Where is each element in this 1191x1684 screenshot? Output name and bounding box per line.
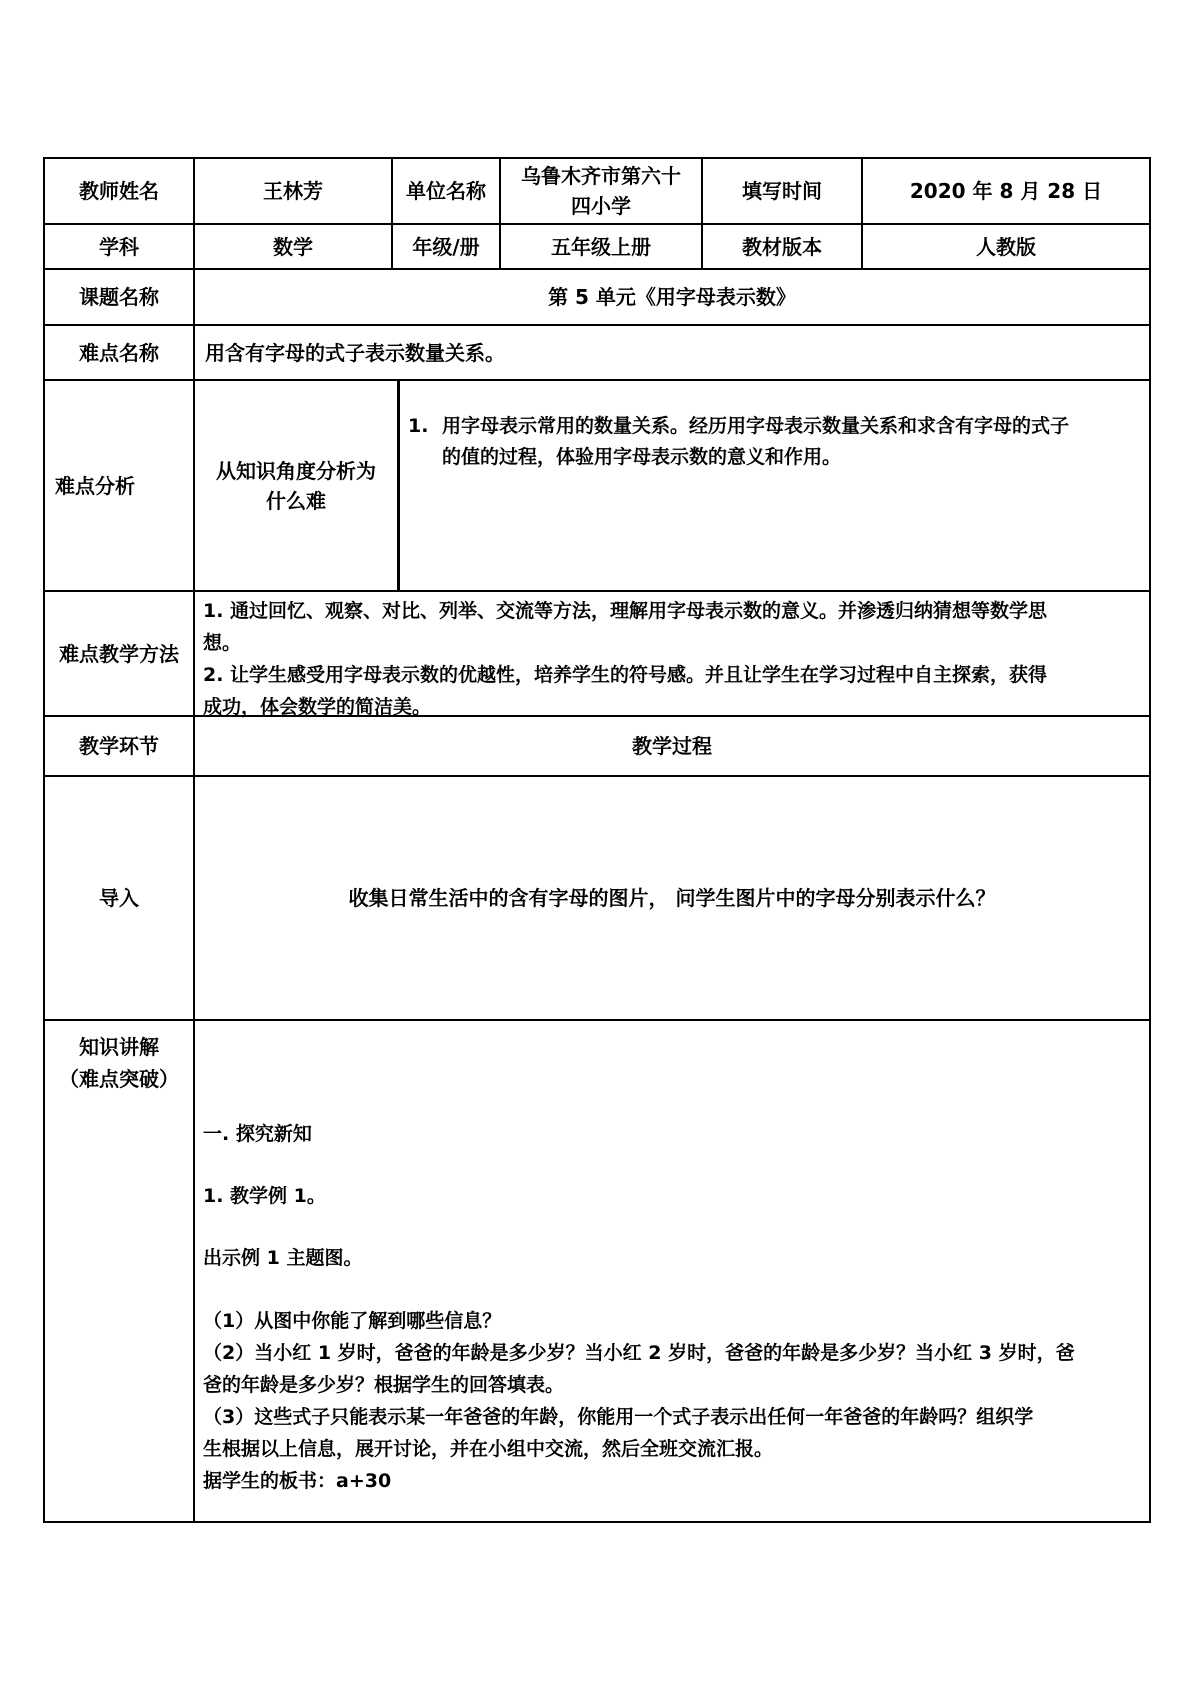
question-2-line2: 爸的年龄是多少岁？根据学生的回答填表。 [203,1374,565,1396]
grade: 五年级上册 [551,234,651,259]
edition: 人教版 [976,234,1036,259]
section-title: 一. 探究新知 [203,1123,312,1145]
example-title: 1. 教学例 1。 [203,1185,326,1207]
analysis-sub-label [195,381,397,590]
unit-label: 单位名称 [406,179,486,203]
topic-label: 课题名称 [79,285,159,309]
intro-value: 收集日常生活中的含有字母的图片， 问学生图片中的字母分别表示什么？ [348,886,996,910]
process-label: 教学环节 [79,734,159,758]
topic-value: 第 5 单元《用字母表示数》 [548,285,796,309]
analysis-item-line1: 用字母表示常用的数量关系。经历用字母表示数量关系和求含有字母的式子 [442,415,1070,437]
difficulty-label: 难点名称 [79,340,159,365]
question-3-line1: （3）这些式子只能表示某一年爸爸的年龄，你能用一个式子表示出任何一年爸爸的年龄吗？组织学 [203,1406,1034,1428]
knowledge-label-line2: （难点突破） [59,1067,179,1091]
fill-time: 2020 年 8 月 28 日 [909,179,1103,203]
board-note: 据学生的板书：a+30 [203,1470,392,1492]
question-2-line1: （2）当小红 1 岁时，爸爸的年龄是多少岁？当小红 2 岁时，爸爸的年龄是多少岁？当小红 3 岁时，爸 [203,1342,1075,1364]
method-label: 难点教学方法 [59,641,179,666]
question-3-line2: 生根据以上信息，展开讨论，并在小组中交流，然后全班交流汇报。 [203,1438,774,1460]
edition-label: 教材版本 [742,234,822,259]
grade-label: 年级/册 [412,234,480,259]
question-list [203,1305,1143,1497]
analysis-sub-label-line2: 什么难 [266,488,326,513]
teacher-name: 王林芳 [263,179,323,203]
show-figure: 出示例 1 主题图。 [203,1247,363,1269]
row-divider [45,1019,1149,1021]
analysis-label: 难点分析 [55,473,135,498]
analysis-sub-label-line1: 从知识角度分析为 [216,458,376,483]
subject: 数学 [273,234,313,259]
unit-name-line1: 乌鲁木齐市第六十 [521,164,681,188]
method-line3: 2. 让学生感受用字母表示数的优越性，培养学生的符号感。并且让学生在学习过程中自主探索，获得 [203,664,1048,686]
lesson-plan-table [43,157,1151,1523]
teacher-label: 教师姓名 [79,179,159,203]
analysis-item-number: 1. [408,415,429,437]
unit-name-line2: 四小学 [571,194,631,218]
analysis-content [400,381,1149,590]
method-line2: 想。 [203,632,242,654]
fill-time-label: 填写时间 [742,179,822,203]
knowledge-label [45,1031,193,1095]
analysis-item-line2: 的值的过程，体验用字母表示数的意义和作用。 [442,446,842,468]
subject-label: 学科 [99,234,139,259]
method-content [203,595,1143,723]
method-line1: 1. 通过回忆、观察、对比、列举、交流等方法，理解用字母表示数的意义。并渗透归纳猜想等数学思 [203,600,1048,622]
row-divider [45,590,1149,592]
intro-label: 导入 [99,886,139,910]
knowledge-label-line1: 知识讲解 [79,1035,159,1059]
unit-name [501,159,701,223]
method-line4: 成功，体会数学的简洁美。 [203,696,432,718]
analysis-item-text [442,411,1069,473]
difficulty-value: 用含有字母的式子表示数量关系。 [205,340,505,365]
analysis-item [408,411,1149,473]
process-value: 教学过程 [632,734,712,758]
question-1: （1）从图中你能了解到哪些信息？ [203,1310,502,1332]
